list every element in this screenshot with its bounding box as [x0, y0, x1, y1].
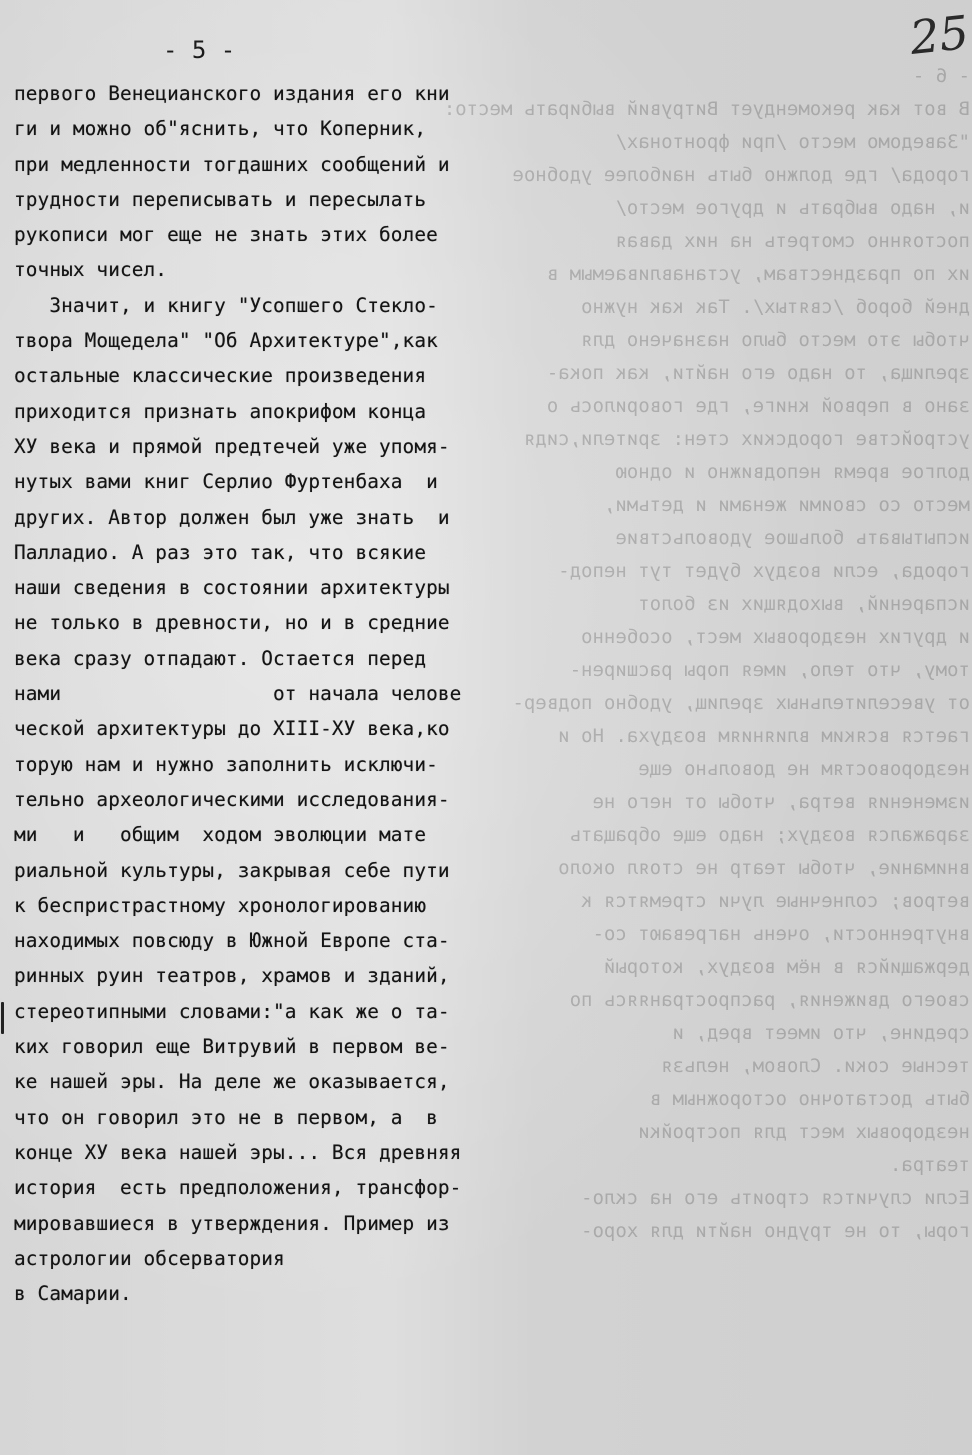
- bleed-line: тому, что тело, имея поры расширен-: [569, 659, 970, 681]
- bleed-line: место со своими женами и детьми,: [603, 494, 970, 516]
- bleed-line: быть достаточно осторожным в: [649, 1088, 970, 1110]
- bleed-line: горы, то не трудно найти для хоро-: [581, 1220, 970, 1242]
- bleed-line: долгое время неподвижно и одною: [615, 461, 970, 483]
- text-line: торую нам и нужно заполнить исключи-: [14, 752, 438, 776]
- bleed-line: внимание, чтобы театр не стоял около: [558, 857, 970, 879]
- text-line: что он говорил это не в первом, а в: [14, 1105, 438, 1129]
- text-line: астрологии обсерватория: [14, 1246, 285, 1270]
- bleed-line: чтобы это место было назначено для: [581, 329, 970, 351]
- text-line: история есть предположения, трансфор-: [14, 1176, 462, 1200]
- text-line: ке нашей эры. На деле же оказывается,: [14, 1070, 450, 1094]
- bleed-line: зано в первой книге, где говорилось о: [546, 395, 970, 417]
- text-line: творa Мощедела" "Об Архитектуре",как: [14, 329, 438, 353]
- bleed-line: изменения ветра, чтобы от него не: [592, 791, 970, 813]
- text-line: нутых вами книг Серлио Фуртенбаха и: [14, 470, 438, 494]
- bleed-line: тесные соки. Словом, нельзя: [661, 1055, 970, 1077]
- text-line: наши сведения в состоянии архитектуры: [14, 576, 450, 600]
- text-line: нами от начала челове: [14, 682, 462, 706]
- bleed-line: города, если воздух будет тут непод-: [558, 560, 970, 582]
- text-line: конце ХУ века нашей эры... Вся древняя: [14, 1140, 462, 1164]
- typewritten-text: [14, 76, 514, 1311]
- text-line: в Самарии.: [14, 1282, 132, 1306]
- text-line: стереотипными словами:"а как же о та-: [14, 999, 450, 1023]
- bleed-line: внутренности, очень нагревают со-: [592, 923, 970, 945]
- bleed-line: "Заведомо место /при фронтонах/: [615, 131, 970, 153]
- bleed-line: В вот как рекомендует Витрувий выбирать место:: [443, 98, 970, 120]
- bleed-line: и других нездоровых мест, особенно: [581, 626, 970, 648]
- bleed-line: устройстве городских стен: зрители,сидя: [523, 428, 970, 450]
- bleed-line: и, надо выбрать и другое место/: [615, 197, 970, 219]
- bleed-line: своего движения, распространяясь по: [569, 989, 970, 1011]
- text-line: первого Венецианского издания его кни: [14, 82, 450, 105]
- text-line: к беспристрастному хронологированию: [14, 893, 427, 917]
- bleed-line: ветров; солнечные лучи стремятся к: [581, 890, 970, 912]
- bleed-line: постоянно смотреть на них давая: [615, 230, 970, 252]
- bleed-through-text: [443, 60, 970, 1450]
- text-line: трудности переписывать и пересылать: [14, 187, 427, 211]
- bleed-line: театра.: [889, 1154, 970, 1176]
- text-line: остальные классические произведения: [14, 364, 427, 388]
- text-line: ХУ века и прямой предтечей уже упомя-: [14, 434, 450, 458]
- text-line: тельно археологическими исследования-: [14, 787, 450, 811]
- bleed-line: нездоровостям не довольно еще: [638, 758, 970, 780]
- bleed-line: Если случится строить его на скло-: [581, 1187, 970, 1209]
- text-line: при медленности тогдашних сообщений и: [14, 152, 450, 176]
- bleed-line: - 6 -: [912, 65, 970, 87]
- page-number: - 5 -: [163, 36, 236, 64]
- text-line: не только в древности, но и в средние: [14, 611, 450, 635]
- text-line: других. Автор должен был уже знать и: [14, 505, 450, 529]
- bleed-line: держащийся в нём воздух, который: [603, 956, 970, 978]
- text-line: Значит, и книгу "Усопшего Стекло-: [14, 293, 438, 317]
- text-line: ми и общим ходом эволюции мате: [14, 823, 427, 847]
- bleed-line: гается всяким влияниям воздуха. Но и: [558, 725, 970, 747]
- bleed-line: зрелища, то надо его найти, как пока-: [546, 362, 970, 384]
- text-line: ги и можно об"яснить, что Коперник,: [14, 117, 427, 141]
- bleed-line: от увеселительных зрелищ, удобно подвер-: [512, 692, 970, 714]
- folio-number: 25: [907, 5, 972, 65]
- bleed-line: средине, что имеет вред, и: [672, 1022, 970, 1044]
- bleed-line: нездоровых мест для постройки: [638, 1121, 970, 1143]
- text-line: Палладио. А раз это так, что всякие: [14, 540, 427, 564]
- text-line: ких говорил еще Витрувий в первом ве-: [14, 1035, 450, 1059]
- text-line: приходится признать апокрифом конца: [14, 399, 427, 423]
- text-line: ринных руин театров, храмов и зданий,: [14, 964, 450, 988]
- margin-mark: [1, 1002, 4, 1034]
- bleed-line: города/ где должно быть наиболее удобное: [512, 164, 970, 186]
- text-line: ческой архитектуры до XIII-ХУ века,ко: [14, 717, 450, 741]
- text-line: рукописи мог еще не знать этих более: [14, 223, 438, 247]
- text-line: точных чисел.: [14, 258, 168, 282]
- text-line: находимых повсюду в Южной Европе ста-: [14, 929, 450, 953]
- text-line: риальной культуры, закрывая себе пути: [14, 858, 450, 882]
- bleed-line: заражался воздух; надо еще обращать: [569, 824, 970, 846]
- bleed-line: испытывать большое удовольствие: [615, 527, 970, 549]
- bleed-line: дней бороб /святых/. Так как нужно: [581, 296, 970, 318]
- bleed-line: испарений, выходящих из болот: [638, 593, 970, 615]
- text-line: мировавшиеся в утверждения. Пример из: [14, 1211, 450, 1235]
- text-line: века сразу отпадают. Остается перед: [14, 646, 427, 670]
- bleed-line: их по празднествам, устанавливаемым в: [546, 263, 970, 285]
